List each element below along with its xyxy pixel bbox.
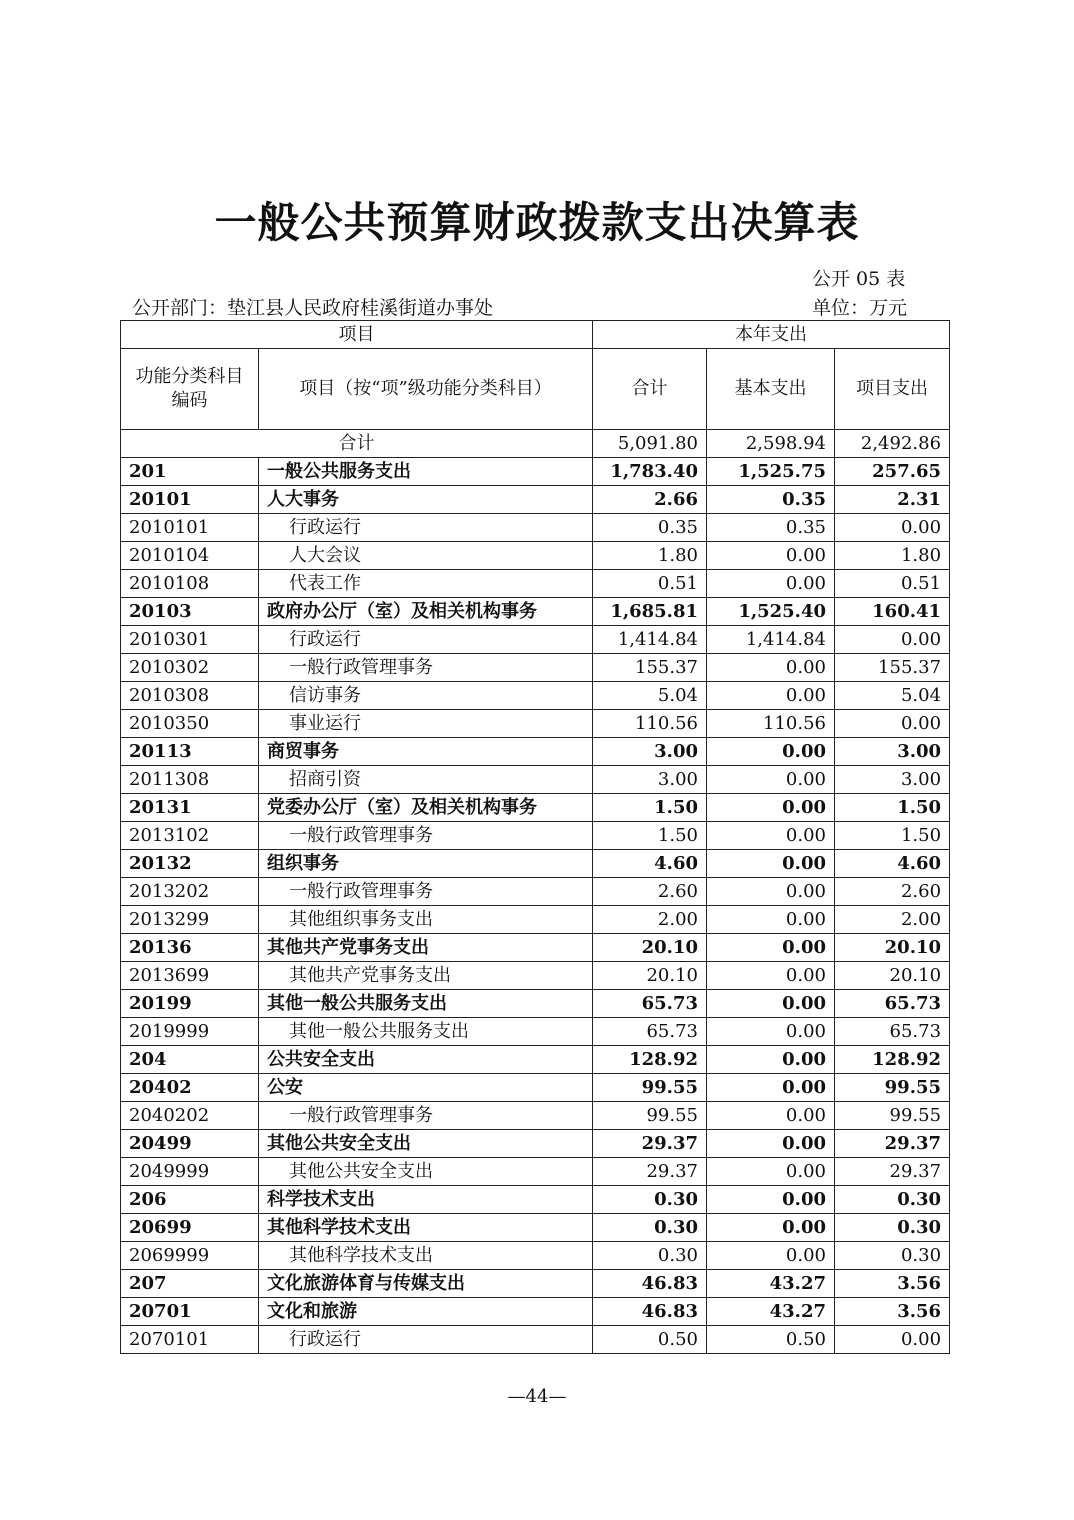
table-row <box>121 1214 950 1242</box>
row-code: 20136 <box>121 934 259 962</box>
row-project: 5.04 <box>835 682 950 710</box>
row-project: 0.30 <box>835 1214 950 1242</box>
row-total: 99.55 <box>593 1074 707 1102</box>
row-code: 20701 <box>121 1298 259 1326</box>
row-total: 0.30 <box>593 1186 707 1214</box>
row-basic: 1,414.84 <box>707 626 835 654</box>
row-basic: 0.00 <box>707 738 835 766</box>
row-code: 20132 <box>121 850 259 878</box>
row-basic: 0.00 <box>707 654 835 682</box>
row-basic: 0.00 <box>707 1130 835 1158</box>
row-project: 160.41 <box>835 598 950 626</box>
row-name: 公共安全支出 <box>259 1046 593 1074</box>
row-code: 2040202 <box>121 1102 259 1130</box>
row-project: 29.37 <box>835 1130 950 1158</box>
table-row <box>121 682 950 710</box>
row-basic: 0.00 <box>707 990 835 1018</box>
row-basic: 0.00 <box>707 1242 835 1270</box>
row-code: 20499 <box>121 1130 259 1158</box>
row-total: 0.51 <box>593 570 707 598</box>
table-row <box>121 570 950 598</box>
row-name: 商贸事务 <box>259 738 593 766</box>
table-row <box>121 626 950 654</box>
table-row <box>121 1158 950 1186</box>
row-basic: 0.00 <box>707 934 835 962</box>
total-basic: 2,598.94 <box>707 430 835 458</box>
row-name: 其他组织事务支出 <box>259 906 593 934</box>
row-name: 其他共产党事务支出 <box>259 962 593 990</box>
row-code: 2013202 <box>121 878 259 906</box>
table-row <box>121 598 950 626</box>
row-project: 3.00 <box>835 766 950 794</box>
row-basic: 0.00 <box>707 766 835 794</box>
row-name: 其他一般公共服务支出 <box>259 990 593 1018</box>
row-name: 一般公共服务支出 <box>259 458 593 486</box>
row-name: 其他科学技术支出 <box>259 1214 593 1242</box>
row-project: 2.31 <box>835 486 950 514</box>
total-total: 5,091.80 <box>593 430 707 458</box>
row-total: 1.50 <box>593 794 707 822</box>
header-group-item: 项目 <box>121 321 593 349</box>
row-project: 0.00 <box>835 514 950 542</box>
row-code: 2010308 <box>121 682 259 710</box>
header-basic: 基本支出 <box>707 349 835 430</box>
row-code: 2013299 <box>121 906 259 934</box>
row-total: 0.35 <box>593 514 707 542</box>
row-project: 0.00 <box>835 626 950 654</box>
row-code: 2010301 <box>121 626 259 654</box>
table-row <box>121 794 950 822</box>
row-basic: 1,525.40 <box>707 598 835 626</box>
row-total: 4.60 <box>593 850 707 878</box>
row-name: 其他公共安全支出 <box>259 1130 593 1158</box>
row-name: 其他公共安全支出 <box>259 1158 593 1186</box>
table-row <box>121 1046 950 1074</box>
expenditure-table <box>120 320 950 1354</box>
table-row <box>121 906 950 934</box>
row-name: 一般行政管理事务 <box>259 878 593 906</box>
row-code: 2069999 <box>121 1242 259 1270</box>
row-basic: 0.00 <box>707 1102 835 1130</box>
row-project: 2.60 <box>835 878 950 906</box>
row-project: 4.60 <box>835 850 950 878</box>
row-basic: 0.00 <box>707 1186 835 1214</box>
row-code: 201 <box>121 458 259 486</box>
row-code: 2010302 <box>121 654 259 682</box>
row-name: 代表工作 <box>259 570 593 598</box>
table-row <box>121 990 950 1018</box>
table-row <box>121 486 950 514</box>
row-code: 20199 <box>121 990 259 1018</box>
row-code: 2011308 <box>121 766 259 794</box>
row-name: 文化旅游体育与传媒支出 <box>259 1270 593 1298</box>
row-code: 2010101 <box>121 514 259 542</box>
row-basic: 43.27 <box>707 1270 835 1298</box>
row-project: 0.51 <box>835 570 950 598</box>
row-code: 2070101 <box>121 1326 259 1354</box>
row-code: 20402 <box>121 1074 259 1102</box>
row-total: 1.50 <box>593 822 707 850</box>
row-total: 0.30 <box>593 1242 707 1270</box>
row-total: 110.56 <box>593 710 707 738</box>
table-row <box>121 1130 950 1158</box>
row-name: 其他共产党事务支出 <box>259 934 593 962</box>
table-row <box>121 654 950 682</box>
row-code: 206 <box>121 1186 259 1214</box>
row-name: 一般行政管理事务 <box>259 654 593 682</box>
row-project: 128.92 <box>835 1046 950 1074</box>
row-total: 3.00 <box>593 766 707 794</box>
row-basic: 0.00 <box>707 822 835 850</box>
row-name: 文化和旅游 <box>259 1298 593 1326</box>
row-basic: 0.00 <box>707 906 835 934</box>
row-basic: 0.00 <box>707 1214 835 1242</box>
row-code: 2010104 <box>121 542 259 570</box>
row-code: 2049999 <box>121 1158 259 1186</box>
unit-label: 单位：万元 <box>812 297 908 319</box>
table-row <box>121 878 950 906</box>
row-total: 2.60 <box>593 878 707 906</box>
row-total: 1,685.81 <box>593 598 707 626</box>
row-name: 其他科学技术支出 <box>259 1242 593 1270</box>
row-basic: 43.27 <box>707 1298 835 1326</box>
row-project: 65.73 <box>835 1018 950 1046</box>
table-row <box>121 934 950 962</box>
row-total: 46.83 <box>593 1298 707 1326</box>
row-project: 20.10 <box>835 934 950 962</box>
row-name: 招商引资 <box>259 766 593 794</box>
row-total: 5.04 <box>593 682 707 710</box>
row-name: 一般行政管理事务 <box>259 1102 593 1130</box>
table-row <box>121 1074 950 1102</box>
table-row <box>121 738 950 766</box>
row-name: 人大事务 <box>259 486 593 514</box>
row-name: 公安 <box>259 1074 593 1102</box>
row-total: 1,414.84 <box>593 626 707 654</box>
row-project: 2.00 <box>835 906 950 934</box>
row-project: 1.50 <box>835 822 950 850</box>
row-basic: 0.00 <box>707 1158 835 1186</box>
row-basic: 110.56 <box>707 710 835 738</box>
row-total: 1,783.40 <box>593 458 707 486</box>
row-code: 20103 <box>121 598 259 626</box>
row-name: 政府办公厅（室）及相关机构事务 <box>259 598 593 626</box>
row-basic: 0.50 <box>707 1326 835 1354</box>
row-basic: 1,525.75 <box>707 458 835 486</box>
row-basic: 0.00 <box>707 794 835 822</box>
row-name: 事业运行 <box>259 710 593 738</box>
row-code: 2013699 <box>121 962 259 990</box>
row-project: 0.30 <box>835 1186 950 1214</box>
total-row <box>121 430 950 458</box>
row-name: 科学技术支出 <box>259 1186 593 1214</box>
row-name: 党委办公厅（室）及相关机构事务 <box>259 794 593 822</box>
row-basic: 0.00 <box>707 962 835 990</box>
row-total: 20.10 <box>593 934 707 962</box>
row-total: 128.92 <box>593 1046 707 1074</box>
row-basic: 0.00 <box>707 570 835 598</box>
row-project: 3.56 <box>835 1270 950 1298</box>
row-basic: 0.00 <box>707 682 835 710</box>
row-code: 2010108 <box>121 570 259 598</box>
row-project: 99.55 <box>835 1102 950 1130</box>
table-row <box>121 542 950 570</box>
row-code: 20113 <box>121 738 259 766</box>
row-project: 0.00 <box>835 710 950 738</box>
row-basic: 0.00 <box>707 542 835 570</box>
row-total: 29.37 <box>593 1158 707 1186</box>
row-name: 行政运行 <box>259 514 593 542</box>
row-name: 其他一般公共服务支出 <box>259 1018 593 1046</box>
row-name: 人大会议 <box>259 542 593 570</box>
row-code: 207 <box>121 1270 259 1298</box>
row-total: 29.37 <box>593 1130 707 1158</box>
row-project: 65.73 <box>835 990 950 1018</box>
row-basic: 0.00 <box>707 878 835 906</box>
row-project: 0.30 <box>835 1242 950 1270</box>
row-basic: 0.35 <box>707 514 835 542</box>
row-code: 204 <box>121 1046 259 1074</box>
row-name: 信访事务 <box>259 682 593 710</box>
row-basic: 0.00 <box>707 1018 835 1046</box>
row-total: 99.55 <box>593 1102 707 1130</box>
table-row <box>121 1270 950 1298</box>
row-name: 行政运行 <box>259 626 593 654</box>
table-row <box>121 1018 950 1046</box>
row-total: 1.80 <box>593 542 707 570</box>
row-project: 257.65 <box>835 458 950 486</box>
row-basic: 0.00 <box>707 850 835 878</box>
row-code: 2010350 <box>121 710 259 738</box>
row-project: 1.50 <box>835 794 950 822</box>
row-basic: 0.00 <box>707 1046 835 1074</box>
department-label: 公开部门：垫江县人民政府桂溪街道办事处 <box>132 297 494 319</box>
header-group-expense: 本年支出 <box>593 321 950 349</box>
table-row <box>121 1186 950 1214</box>
row-project: 1.80 <box>835 542 950 570</box>
header-name: 项目（按“项”级功能分类科目） <box>259 349 593 430</box>
row-total: 46.83 <box>593 1270 707 1298</box>
page-number: —44— <box>507 1386 567 1407</box>
table-row <box>121 1242 950 1270</box>
header-project: 项目支出 <box>835 349 950 430</box>
table-row <box>121 850 950 878</box>
table-row <box>121 822 950 850</box>
total-label: 合计 <box>121 430 593 458</box>
row-name: 组织事务 <box>259 850 593 878</box>
row-code: 2013102 <box>121 822 259 850</box>
row-project: 3.00 <box>835 738 950 766</box>
table-row <box>121 514 950 542</box>
table-row <box>121 1298 950 1326</box>
row-project: 3.56 <box>835 1298 950 1326</box>
row-total: 0.50 <box>593 1326 707 1354</box>
row-name: 一般行政管理事务 <box>259 822 593 850</box>
row-code: 20699 <box>121 1214 259 1242</box>
row-total: 3.00 <box>593 738 707 766</box>
row-project: 20.10 <box>835 962 950 990</box>
row-name: 行政运行 <box>259 1326 593 1354</box>
row-code: 20101 <box>121 486 259 514</box>
table-row <box>121 962 950 990</box>
row-basic: 0.35 <box>707 486 835 514</box>
row-code: 2019999 <box>121 1018 259 1046</box>
total-project: 2,492.86 <box>835 430 950 458</box>
row-project: 155.37 <box>835 654 950 682</box>
row-basic: 0.00 <box>707 1074 835 1102</box>
row-project: 99.55 <box>835 1074 950 1102</box>
row-total: 20.10 <box>593 962 707 990</box>
page-title: 一般公共预算财政拨款支出决算表 <box>214 198 860 247</box>
row-total: 0.30 <box>593 1214 707 1242</box>
form-number: 公开 05 表 <box>812 268 906 290</box>
row-total: 155.37 <box>593 654 707 682</box>
table-row <box>121 710 950 738</box>
row-total: 65.73 <box>593 990 707 1018</box>
header-total: 合计 <box>593 349 707 430</box>
table-row <box>121 458 950 486</box>
row-total: 2.00 <box>593 906 707 934</box>
table-row <box>121 1326 950 1354</box>
header-code: 功能分类科目编码 <box>121 349 259 430</box>
row-code: 20131 <box>121 794 259 822</box>
row-project: 0.00 <box>835 1326 950 1354</box>
table-row <box>121 766 950 794</box>
table-row <box>121 1102 950 1130</box>
row-total: 2.66 <box>593 486 707 514</box>
row-project: 29.37 <box>835 1158 950 1186</box>
row-total: 65.73 <box>593 1018 707 1046</box>
